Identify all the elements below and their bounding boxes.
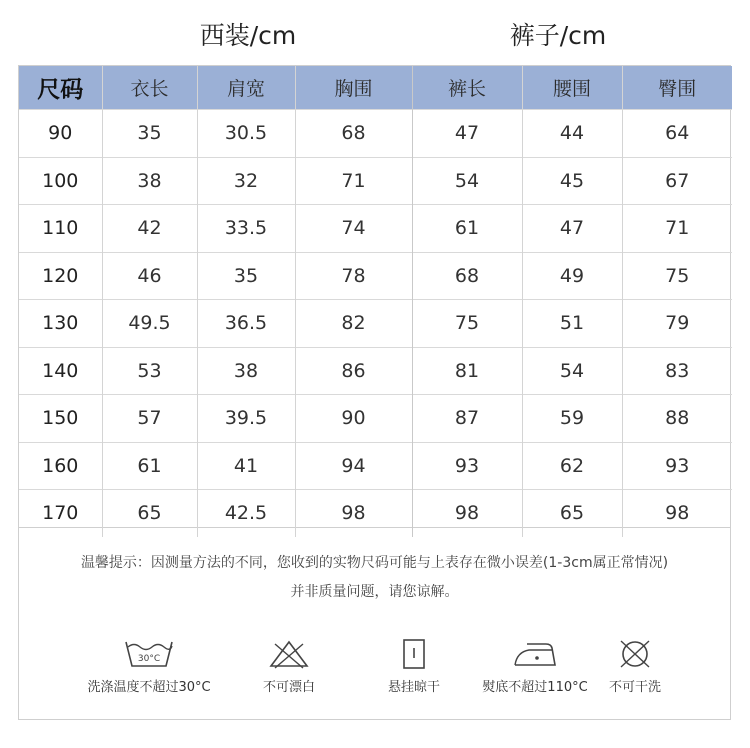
notice-text-line1: 温馨提示：因测量方法的不同，您收到的实物尺码可能与上表存在微小误差(1-3cm属正常情况) (80, 555, 669, 571)
table-cell: 67 (622, 157, 732, 205)
suit-section-title: 西装/cm (199, 21, 297, 50)
table-cell: 44 (522, 110, 622, 158)
table-cell: 65 (522, 490, 622, 537)
table-cell: 87 (412, 395, 522, 443)
iron-icon (511, 638, 559, 670)
care-item-wash (74, 638, 224, 695)
table-cell: 61 (102, 442, 197, 490)
size-cell: 160 (19, 442, 102, 490)
table-cell: 45 (522, 157, 622, 205)
table-cell: 81 (412, 347, 522, 395)
table-cell: 39.5 (197, 395, 295, 443)
table-row (19, 205, 732, 253)
table-cell: 74 (295, 205, 412, 253)
wash-30-icon (123, 638, 175, 670)
table-cell: 78 (295, 252, 412, 300)
table-cell: 53 (102, 347, 197, 395)
care-label-iron: 熨底不超过110°C (482, 680, 588, 695)
table-cell: 62 (522, 442, 622, 490)
table-cell: 38 (102, 157, 197, 205)
table-cell: 30.5 (197, 110, 295, 158)
size-cell: 130 (19, 300, 102, 348)
table-cell: 32 (197, 157, 295, 205)
table-cell: 68 (412, 252, 522, 300)
table-cell: 79 (622, 300, 732, 348)
table-cell: 49.5 (102, 300, 197, 348)
table-cell: 35 (197, 252, 295, 300)
column-header-2: 肩宽 (197, 66, 295, 110)
notice-text-line2: 并非质量问题，请您谅解。 (290, 584, 459, 600)
table-cell: 54 (522, 347, 622, 395)
table-cell: 90 (295, 395, 412, 443)
table-cell: 36.5 (197, 300, 295, 348)
table-cell: 54 (412, 157, 522, 205)
table-cell: 98 (622, 490, 732, 537)
table-cell: 59 (522, 395, 622, 443)
table-cell: 35 (102, 110, 197, 158)
table-cell: 65 (102, 490, 197, 537)
table-cell: 82 (295, 300, 412, 348)
table-cell: 51 (522, 300, 622, 348)
table-body (19, 110, 732, 537)
column-header-1: 衣长 (102, 66, 197, 110)
column-header-3: 胸围 (295, 66, 412, 110)
table-cell: 94 (295, 442, 412, 490)
column-header-6: 臀围 (622, 66, 732, 110)
table-cell: 46 (102, 252, 197, 300)
size-cell: 150 (19, 395, 102, 443)
table-row (19, 157, 732, 205)
table-row (19, 442, 732, 490)
table-cell: 68 (295, 110, 412, 158)
table-cell: 93 (412, 442, 522, 490)
table-cell: 47 (412, 110, 522, 158)
table-cell: 86 (295, 347, 412, 395)
hang-dry-icon (398, 638, 430, 670)
table-cell: 33.5 (197, 205, 295, 253)
table-cell: 71 (622, 205, 732, 253)
size-cell: 140 (19, 347, 102, 395)
no-bleach-icon (267, 638, 311, 670)
size-table (19, 66, 732, 537)
care-label-no-bleach: 不可漂白 (262, 680, 315, 695)
column-header-0: 尺码 (19, 66, 102, 110)
table-cell: 98 (295, 490, 412, 537)
table-cell: 88 (622, 395, 732, 443)
column-header-4: 裤长 (412, 66, 522, 110)
table-row (19, 110, 732, 158)
table-cell: 57 (102, 395, 197, 443)
no-dry-clean-icon (615, 638, 655, 670)
table-row (19, 300, 732, 348)
wash-temp-text: 30°C (137, 654, 161, 664)
column-header-5: 腰围 (522, 66, 622, 110)
size-cell: 100 (19, 157, 102, 205)
table-cell: 64 (622, 110, 732, 158)
table-row (19, 395, 732, 443)
care-label-wash: 洗涤温度不超过30°C (87, 680, 211, 695)
table-cell: 93 (622, 442, 732, 490)
pants-section-title: 裤子/cm (509, 21, 607, 50)
table-cell: 75 (412, 300, 522, 348)
table-cell: 83 (622, 347, 732, 395)
table-cell: 75 (622, 252, 732, 300)
table-cell: 49 (522, 252, 622, 300)
table-cell: 38 (197, 347, 295, 395)
table-cell: 61 (412, 205, 522, 253)
table-cell: 47 (522, 205, 622, 253)
size-chart (18, 65, 731, 528)
table-cell: 98 (412, 490, 522, 537)
table-row (19, 347, 732, 395)
table-header-row (19, 66, 732, 110)
table-cell: 41 (197, 442, 295, 490)
notice-panel (18, 528, 731, 720)
table-cell: 42.5 (197, 490, 295, 537)
table-cell: 42 (102, 205, 197, 253)
size-cell: 120 (19, 252, 102, 300)
care-label-no-dry-clean: 不可干洗 (608, 680, 661, 695)
table-cell: 71 (295, 157, 412, 205)
size-cell: 170 (19, 490, 102, 537)
size-cell: 110 (19, 205, 102, 253)
table-row (19, 252, 732, 300)
care-item-no-dry-clean (560, 638, 710, 695)
size-cell: 90 (19, 110, 102, 158)
care-label-hang-dry: 悬挂晾干 (387, 680, 440, 695)
